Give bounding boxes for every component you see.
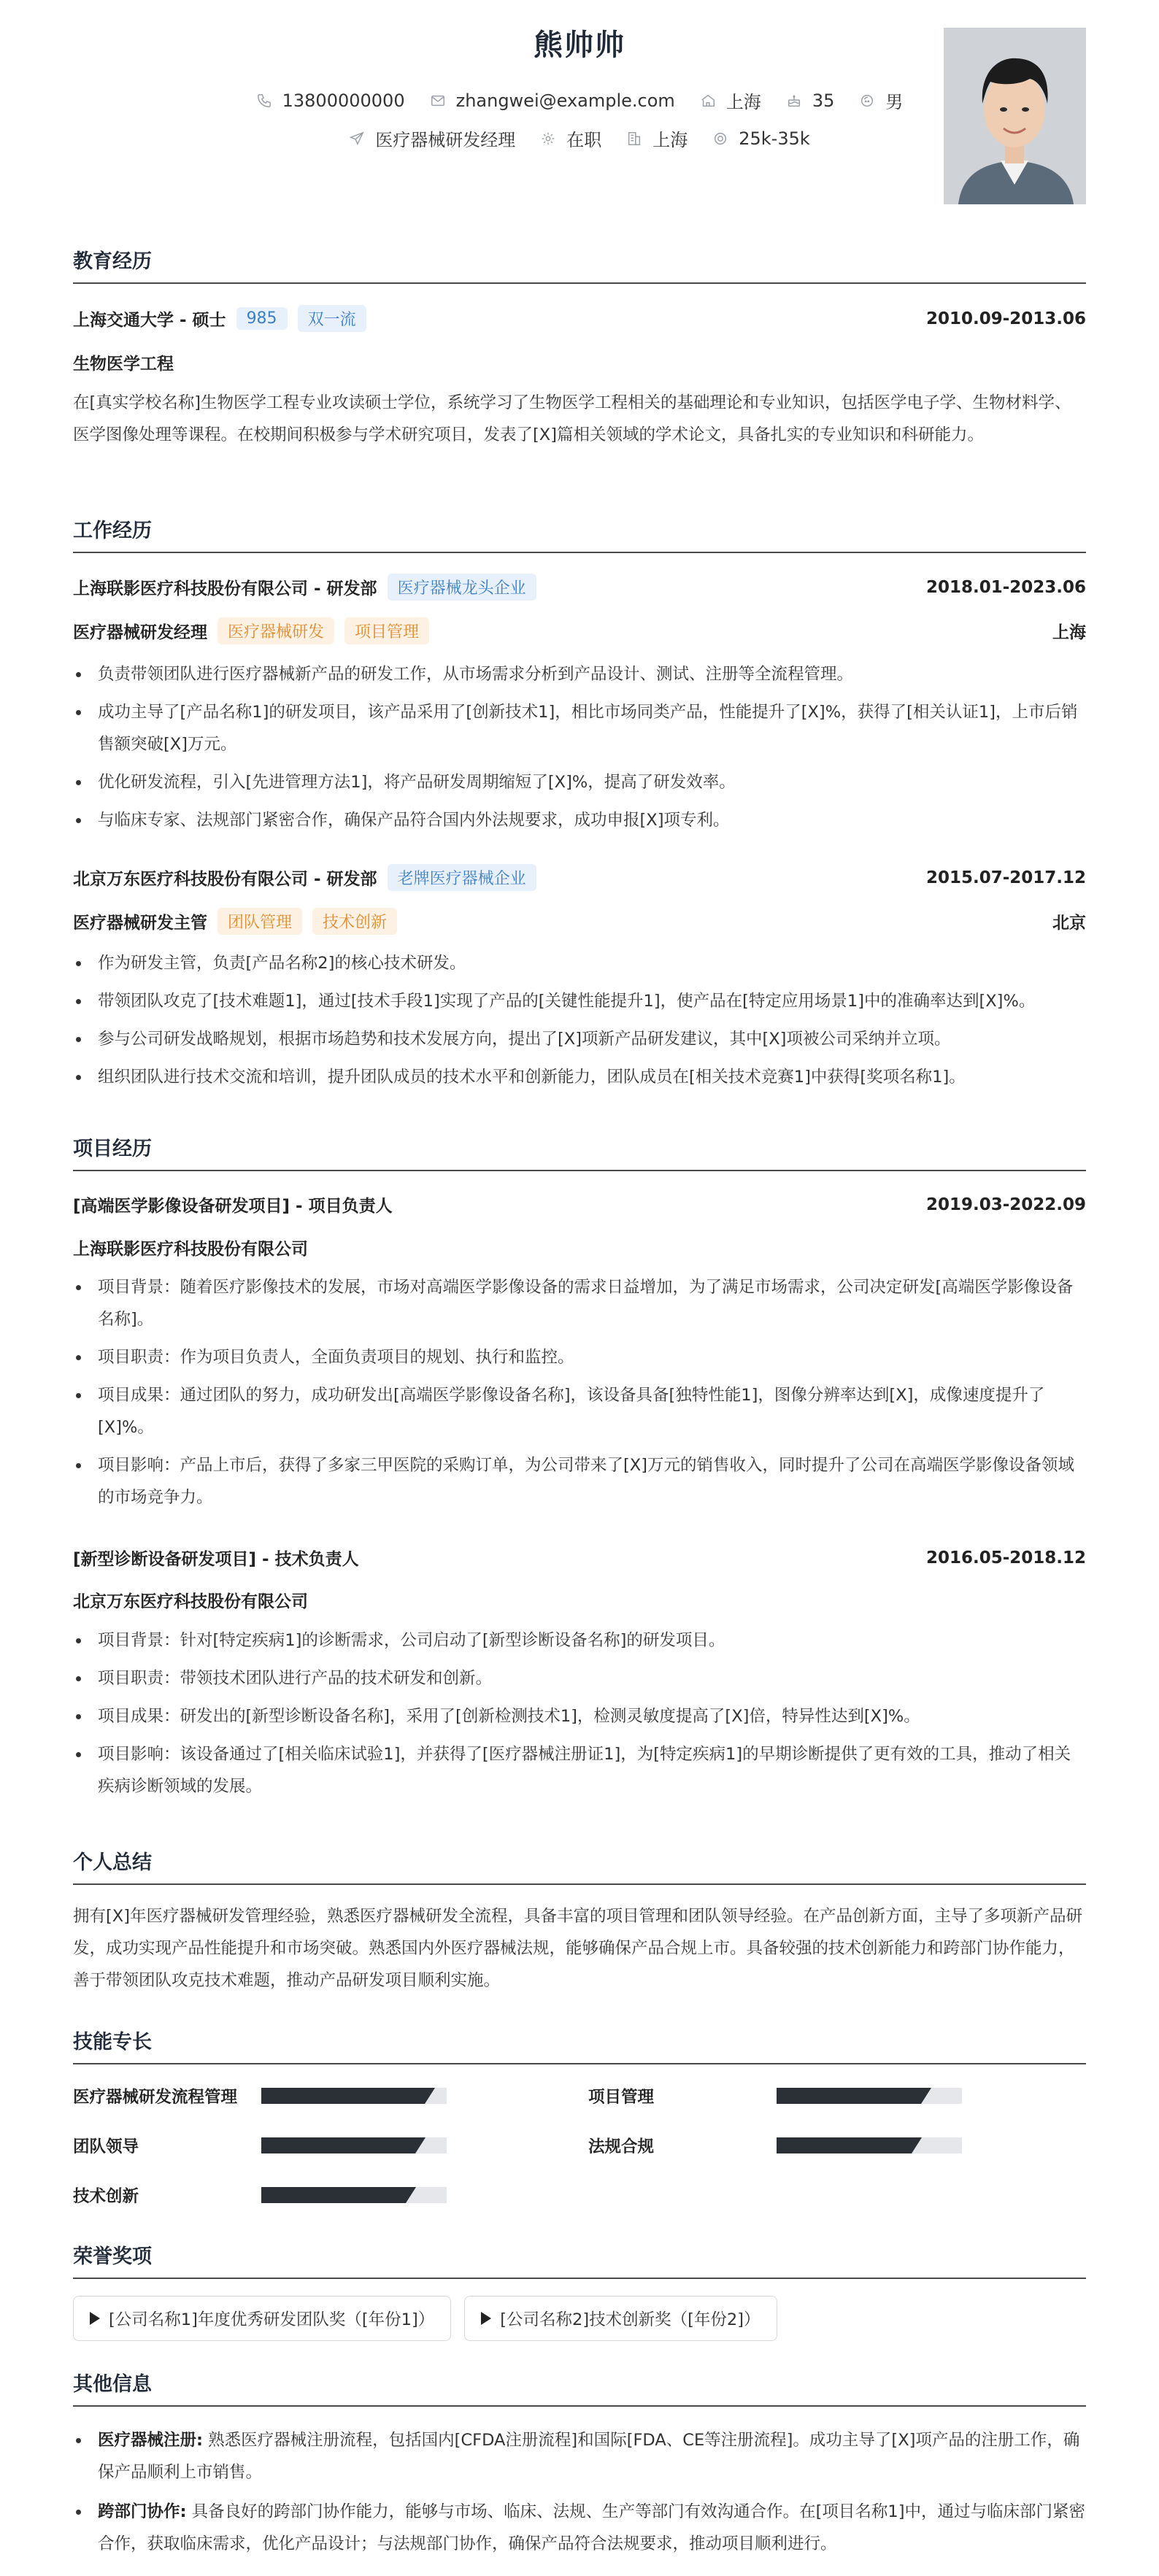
job-company: 上海联影医疗科技股份有限公司 - 研发部: [73, 579, 377, 598]
position-item: [349, 126, 515, 151]
award-item[interactable]: [73, 2296, 451, 2341]
contact-row: [73, 88, 1086, 113]
awards-section-title: 荣誉奖项: [73, 2240, 1086, 2279]
status-item: [540, 126, 601, 151]
project-bullets: [73, 1624, 1086, 1808]
triangle-icon: [90, 2312, 100, 2325]
salary-text: 25k-35k: [739, 128, 810, 149]
project-name: [新型诊断设备研发项目] - 技术负责人: [73, 1550, 359, 1569]
other-item: [73, 2424, 1086, 2488]
job-bullet: 成功主导了[产品名称1]的研发项目，该产品采用了[创新技术1]，相比市场同类产品，性能提升了[X]%，获得了[相关认证1]，上市后销售额突破[X]万元。: [73, 696, 1086, 760]
skill-bar: [261, 2088, 447, 2104]
project-bullet: 项目背景：针对[特定疾病1]的诊断需求，公司启动了[新型诊断设备名称]的研发项目。: [73, 1624, 1086, 1657]
education-tag: 双一流: [298, 305, 366, 332]
project-header-row: [73, 1192, 1086, 1216]
job-role: 医疗器械研发经理: [73, 623, 207, 642]
salary-item: [712, 128, 810, 149]
education-header-row: [73, 305, 1086, 332]
skill-item: [588, 2084, 962, 2108]
skill-bar-fill: [777, 2137, 912, 2153]
project-bullet: 项目职责：作为项目负责人，全面负责项目的规划、执行和监控。: [73, 1341, 1086, 1373]
project-bullet: 项目背景：随着医疗影像技术的发展，市场对高端医学影像设备的需求日益增加，为了满足市场需求，公司决定研发[高端医学影像设备名称]。: [73, 1271, 1086, 1335]
status-icon: [540, 131, 556, 147]
education-tag: 985: [236, 307, 288, 330]
job-bullets: [73, 947, 1086, 1099]
skill-item: [73, 2183, 447, 2207]
project-bullet: 项目影响：该设备通过了[相关临床试验1]，并获得了[医疗器械注册证1]，为[特定疾病1]的早期诊断提供了更有效的工具，推动了相关疾病诊断领域的发展。: [73, 1738, 1086, 1802]
education-school: 上海交通大学 - 硕士: [73, 311, 226, 330]
project-bullet: 项目成果：通过团队的努力，成功研发出[高端医学影像设备名称]，该设备具备[独特性能1]，图像分辨率达到[X]，成像速度提升了[X]%。: [73, 1379, 1086, 1443]
age-text: 35: [812, 90, 835, 111]
job-location: 上海: [1052, 623, 1086, 642]
role-tag: 项目管理: [344, 617, 429, 644]
company-tag: 老牌医疗器械企业: [388, 864, 536, 891]
project-bullet: 项目职责：带领技术团队进行产品的技术研发和创新。: [73, 1662, 1086, 1694]
skill-bar: [777, 2137, 962, 2153]
work-section-title: 工作经历: [73, 514, 1086, 553]
skill-bar: [777, 2088, 962, 2104]
city-text: 上海: [725, 92, 761, 112]
education-section-title: 教育经历: [73, 245, 1086, 284]
job-bullet: 与临床专家、法规部门紧密合作，确保产品符合国内外法规要求，成功申报[X]项专利。: [73, 804, 1086, 836]
job-bullet: 参与公司研发战略规划，根据市场趋势和技术发展方向，提出了[X]项新产品研发建议，其中[X]项被公司采纳并立项。: [73, 1023, 1086, 1055]
job-header-row: [73, 574, 1086, 601]
skill-name: 技术创新: [73, 2187, 139, 2206]
home-icon: [700, 93, 716, 109]
skill-name: 医疗器械研发流程管理: [73, 2088, 238, 2107]
project-company: 北京万东医疗科技股份有限公司: [73, 1592, 308, 1611]
coin-icon: [712, 131, 728, 147]
job-role: 医疗器械研发主管: [73, 914, 207, 933]
job-role-row: [73, 617, 1086, 644]
gender-text: 男: [885, 92, 904, 112]
other-value: 熟悉医疗器械注册流程，包括国内[CFDA注册流程]和国际[FDA、CE等注册流程]。成功主导了[X]项产品的注册工作，确保产品顺利上市销售。: [98, 2431, 1080, 2482]
summary-section-title: 个人总结: [73, 1846, 1086, 1885]
company-tag: 医疗器械龙头企业: [388, 574, 536, 601]
phone-icon: [256, 93, 272, 109]
city-item: [700, 88, 761, 113]
job-company: 北京万东医疗科技股份有限公司 - 研发部: [73, 870, 377, 889]
education-description: 在[真实学校名称]生物医学工程专业攻读硕士学位，系统学习了生物医学工程相关的基础理论和专业知识，包括医学电子学、生物材料学、医学图像处理等课程。在校期间积极参与学术研究项目，发表了[X]篇相关领域的学术论文，具备扎实的专业知识和科研能力。: [73, 393, 1071, 444]
project-date: 2016.05-2018.12: [925, 1548, 1086, 1567]
gender-item: [859, 88, 903, 113]
mail-icon: [430, 93, 446, 109]
job-intent-row: [73, 126, 1086, 151]
education-major: 生物医学工程: [73, 355, 174, 374]
email-item: [430, 90, 675, 111]
age-item: [786, 90, 835, 111]
status-text: 在职: [566, 130, 602, 150]
position-text: 医疗器械研发经理: [375, 130, 516, 150]
gender-icon: [859, 93, 875, 109]
target-city-item: [626, 126, 688, 151]
other-value: 具备良好的跨部门协作能力，能够与市场、临床、法规、生产等部门有效沟通合作。在[项目名称1]中，通过与临床部门紧密合作，获取临床需求，优化产品设计；与法规部门协作，确保产品符合法规要求，推动项目顺利进行。: [98, 2502, 1086, 2553]
project-bullets: [73, 1271, 1086, 1519]
project-bullet: 项目成果：研发出的[新型诊断设备名称]，采用了[创新检测技术1]，检测灵敏度提高了[X]倍，特异性达到[X]%。: [73, 1700, 1086, 1732]
skill-bar-fill: [777, 2088, 921, 2104]
other-key: 跨部门协作:: [98, 2502, 187, 2521]
job-location: 北京: [1052, 914, 1086, 933]
role-tag: 医疗器械研发: [217, 617, 334, 644]
job-date: 2018.01-2023.06: [925, 577, 1086, 597]
role-tag: 团队管理: [217, 908, 302, 935]
other-key: 医疗器械注册:: [98, 2431, 203, 2450]
summary-text: 拥有[X]年医疗器械研发管理经验，熟悉医疗器械研发全流程，具备丰富的项目管理和团队领导经验。在产品创新方面，主导了多项新产品研发，成功实现产品性能提升和市场突破。熟悉国内外医疗器械法规，能够确保产品合规上市。具备较强的技术创新能力和跨部门协作能力，善于带领团队攻克技术难题，推动产品研发项目顺利实施。: [73, 1907, 1082, 1990]
job-bullets: [73, 658, 1086, 842]
other-item: [73, 2496, 1086, 2560]
skill-bar-fill: [261, 2088, 425, 2104]
phone-item: [256, 90, 405, 111]
skill-bar: [261, 2137, 447, 2153]
skill-name: 项目管理: [588, 2088, 655, 2107]
award-item[interactable]: [464, 2296, 777, 2341]
project-header-row: [73, 1546, 1086, 1570]
job-bullet: 带领团队攻克了[技术难题1]，通过[技术手段1]实现了产品的[关键性能提升1]，使产品在[特定应用场景1]中的准确率达到[X]%。: [73, 985, 1086, 1017]
skill-item: [73, 2084, 447, 2108]
award-text: [公司名称1]年度优秀研发团队奖（[年份1]）: [109, 2310, 435, 2329]
job-bullet: 作为研发主管，负责[产品名称2]的核心技术研发。: [73, 947, 1086, 979]
project-date: 2019.03-2022.09: [925, 1195, 1086, 1214]
job-bullet: 组织团队进行技术交流和培训，提升团队成员的技术水平和创新能力，团队成员在[相关技术竞赛1]中获得[奖项名称1]。: [73, 1061, 1086, 1093]
job-bullet: 优化研发流程，引入[先进管理方法1]，将产品研发周期缩短了[X]%，提高了研发效率。: [73, 766, 1086, 798]
job-bullet: 负责带领团队进行医疗器械新产品的研发工作，从市场需求分析到产品设计、测试、注册等全流程管理。: [73, 658, 1086, 690]
skills-section-title: 技能专长: [73, 2026, 1086, 2064]
profile-photo: [944, 28, 1086, 204]
skill-item: [588, 2134, 962, 2157]
building-icon: [626, 131, 642, 147]
projects-section-title: 项目经历: [73, 1133, 1086, 1171]
skill-name: 团队领导: [73, 2137, 139, 2156]
project-bullet: 项目影响：产品上市后，获得了多家三甲医院的采购订单，为公司带来了[X]万元的销售收入，同时提升了公司在高端医学影像设备领域的市场竞争力。: [73, 1449, 1086, 1513]
phone-text: 13800000000: [282, 90, 405, 111]
education-date: 2010.09-2013.06: [925, 309, 1086, 328]
other-list: [73, 2424, 1086, 2567]
awards-list: [73, 2296, 777, 2341]
job-role-row: [73, 908, 1086, 935]
target-city-text: 上海: [652, 130, 688, 150]
skill-bar-fill: [261, 2137, 415, 2153]
role-tag: 技术创新: [312, 908, 397, 935]
email-text: zhangwei@example.com: [455, 90, 675, 111]
award-text: [公司名称2]技术创新奖（[年份2]）: [500, 2310, 761, 2329]
other-section-title: 其他信息: [73, 2368, 1086, 2407]
skill-bar: [261, 2187, 447, 2203]
cake-icon: [786, 93, 802, 109]
job-date: 2015.07-2017.12: [925, 868, 1086, 887]
skill-name: 法规合规: [588, 2137, 655, 2156]
skill-item: [73, 2134, 447, 2157]
project-company: 上海联影医疗科技股份有限公司: [73, 1240, 308, 1259]
send-icon: [349, 131, 365, 147]
project-name: [高端医学影像设备研发项目] - 项目负责人: [73, 1197, 393, 1216]
job-header-row: [73, 864, 1086, 891]
skill-bar-fill: [261, 2187, 406, 2203]
triangle-icon: [481, 2312, 491, 2325]
candidate-name: 熊帅帅: [534, 28, 625, 62]
